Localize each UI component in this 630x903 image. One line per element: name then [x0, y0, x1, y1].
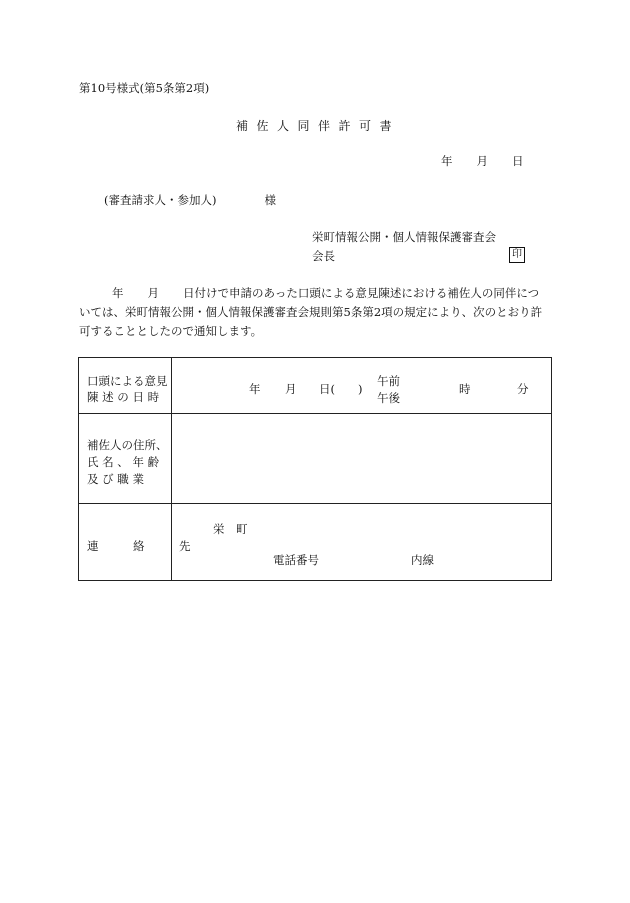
- form-number: 第10号様式(第5条第2項): [79, 81, 210, 95]
- notice-line-1-text: 日付けで申請のあった口頭による意見陳述における補佐人の同伴につ: [183, 286, 540, 300]
- notice-year-label: 年: [112, 286, 124, 300]
- hearing-month-label: 月: [285, 382, 297, 396]
- addressee-role: (審査請求人・参加人): [104, 193, 217, 207]
- label-hearing-datetime-line2: 陳 述 の 日 時: [87, 390, 160, 404]
- contact-town: 栄 町: [213, 522, 248, 536]
- details-table: [78, 357, 552, 581]
- notice-line-2: いては、栄町情報公開・個人情報保護審査会規則第5条第2項の規定により、次のとおり許: [79, 305, 543, 319]
- date-year-label: 年: [441, 154, 453, 168]
- row-contact: [79, 504, 551, 581]
- sender-title: 会長: [312, 249, 335, 263]
- seal-mark: 印: [509, 247, 525, 263]
- label-contact: [79, 504, 191, 581]
- hearing-day-weekday: 日( ): [319, 382, 363, 396]
- addressee-honorific: 様: [264, 193, 276, 207]
- extension-label: 内線: [411, 553, 434, 567]
- hearing-year-label: 年: [249, 382, 261, 396]
- notice-month-label: 月: [147, 286, 159, 300]
- label-assistant-info-line3: 及 び 職 業: [87, 472, 144, 486]
- notice-line-3: 可することとしたので通知します。: [79, 324, 263, 338]
- row-assistant-info: [79, 414, 551, 504]
- document-title: 補佐人同伴許可書: [236, 119, 401, 133]
- label-assistant-info-line2: 氏 名 、 年 齢: [87, 455, 160, 469]
- hour-label: 時: [459, 382, 471, 396]
- label-assistant-info-line1: 補佐人の住所、: [87, 438, 168, 452]
- label-hearing-datetime-line1: 口頭による意見: [87, 374, 168, 388]
- pm-label: 午後: [377, 391, 400, 405]
- notice-line-1: [79, 284, 554, 303]
- label-hearing-datetime: [79, 358, 172, 413]
- phone-number-label: 電話番号: [273, 553, 319, 567]
- notice-body: [79, 284, 554, 341]
- addressee: [104, 195, 276, 207]
- date-day-label: 日: [512, 154, 524, 168]
- label-contact-text: 連 絡 先: [87, 539, 191, 553]
- issue-date: [441, 156, 524, 168]
- date-month-label: 月: [476, 154, 488, 168]
- row-hearing-datetime: [79, 358, 551, 414]
- label-assistant-info: [79, 414, 172, 503]
- sender-organization: 栄町情報公開・個人情報保護審査会: [312, 230, 496, 244]
- am-label: 午前: [377, 374, 400, 388]
- minute-label: 分: [517, 382, 529, 396]
